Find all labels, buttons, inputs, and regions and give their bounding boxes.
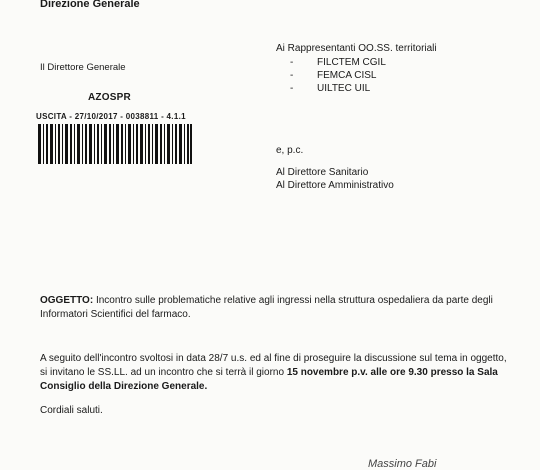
cc-recipient: Al Direttore Sanitario [276,167,369,178]
recipient-item [290,82,386,95]
body-text-start: A seguito dell'incontro svoltosi in data 28/7 u.s. ed al fine di proseguire la discussione sul tema in oggetto, si invitano le SS.LL. ad un incontro che si terrà il giorno [40,353,507,378]
recipients-list [290,56,386,95]
body-text-bold: 15 novembre p.v. alle ore 9.30 presso la Sala Consiglio della Direzione Generale. [40,367,498,392]
header-organization: Direzione Generale [40,0,140,10]
recipient-item [290,56,386,69]
recipient-name: FEMCA CISL [317,70,377,81]
recipient-dash: - [290,70,294,81]
protocol-number: USCITA - 27/10/2017 - 0038811 - 4.1.1 [36,112,186,121]
subject-text: Incontro sulle problematiche relative agli ingressi nella struttura ospedaliera da parte degli Informatori Scientifici del farmaco. [40,295,493,320]
signature: Massimo Fabi [368,458,437,470]
cc-recipient: Al Direttore Amministrativo [276,180,394,191]
body-paragraph [40,352,510,394]
barcode [38,124,192,164]
protocol-organization: AZOSPR [88,92,131,103]
recipient-name: UILTEC UIL [317,83,371,94]
cc-label: e, p.c. [276,145,304,156]
subject-label: OGGETTO: [40,295,94,306]
recipient-dash: - [290,57,294,68]
closing-greeting: Cordiali saluti. [40,405,103,416]
sender-title: Il Direttore Generale [40,62,126,73]
recipient-name: FILCTEM CGIL [317,57,386,68]
recipient-item [290,69,386,82]
recipients-title: Ai Rappresentanti OO.SS. territoriali [276,43,437,54]
recipient-dash: - [290,83,294,94]
subject-block [40,294,510,322]
